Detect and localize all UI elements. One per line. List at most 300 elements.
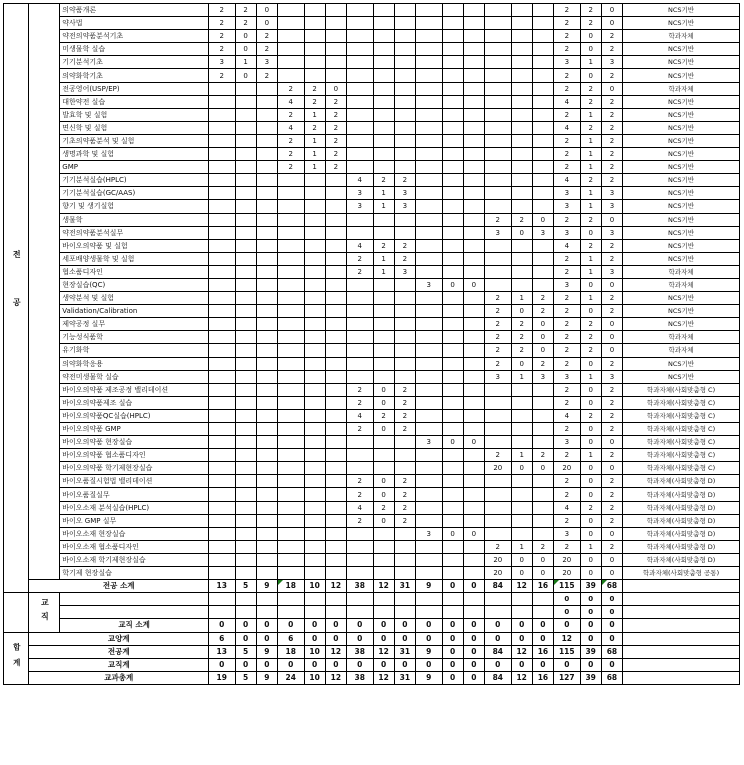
credit-cell bbox=[442, 17, 463, 30]
group-mark bbox=[29, 4, 60, 580]
credit-cell bbox=[442, 213, 463, 226]
credit-cell bbox=[485, 383, 512, 396]
credit-cell: 0 bbox=[601, 331, 622, 344]
credit-cell bbox=[416, 187, 443, 200]
credit-cell bbox=[256, 95, 277, 108]
credit-cell: 0 bbox=[373, 423, 394, 436]
course-row bbox=[4, 449, 740, 462]
course-row bbox=[4, 213, 740, 226]
credit-cell: 0 bbox=[601, 593, 622, 606]
course-name: 바이오의약품QC실습(HPLC) bbox=[60, 409, 209, 422]
credit-cell bbox=[325, 527, 346, 540]
total-cell: 0 bbox=[442, 619, 463, 632]
credit-cell bbox=[463, 108, 484, 121]
credit-cell bbox=[235, 370, 256, 383]
credit-cell bbox=[373, 148, 394, 161]
credit-cell bbox=[235, 318, 256, 331]
course-note: 학과자체(사회맞춤형 C) bbox=[623, 436, 740, 449]
credit-cell: 0 bbox=[580, 396, 601, 409]
credit-cell bbox=[235, 383, 256, 396]
credit-cell: 0 bbox=[532, 344, 553, 357]
credit-cell bbox=[256, 357, 277, 370]
credit-cell: 2 bbox=[325, 121, 346, 134]
credit-cell: 2 bbox=[554, 252, 581, 265]
credit-cell: 0 bbox=[532, 567, 553, 580]
course-name: 의약화학응용 bbox=[60, 357, 209, 370]
total-cell: 0 bbox=[442, 671, 463, 684]
credit-cell: 1 bbox=[580, 56, 601, 69]
credit-cell bbox=[442, 226, 463, 239]
credit-cell bbox=[346, 540, 373, 553]
credit-cell bbox=[346, 593, 373, 606]
credit-cell bbox=[416, 30, 443, 43]
credit-cell bbox=[394, 121, 415, 134]
credit-cell: 0 bbox=[601, 278, 622, 291]
credit-cell bbox=[304, 200, 325, 213]
credit-cell bbox=[256, 292, 277, 305]
credit-cell bbox=[256, 305, 277, 318]
credit-cell: 2 bbox=[601, 252, 622, 265]
credit-cell bbox=[394, 436, 415, 449]
credit-cell bbox=[511, 501, 532, 514]
credit-cell: 2 bbox=[601, 383, 622, 396]
course-row bbox=[4, 462, 740, 475]
credit-cell: 2 bbox=[601, 305, 622, 318]
credit-cell bbox=[511, 423, 532, 436]
total-cell: 84 bbox=[485, 645, 512, 658]
grand-total-row bbox=[4, 658, 740, 671]
credit-cell bbox=[416, 134, 443, 147]
credit-cell bbox=[346, 108, 373, 121]
credit-cell bbox=[394, 17, 415, 30]
credit-cell: 3 bbox=[554, 56, 581, 69]
credit-cell bbox=[256, 239, 277, 252]
credit-cell bbox=[346, 69, 373, 82]
credit-cell bbox=[416, 82, 443, 95]
credit-cell: 0 bbox=[373, 383, 394, 396]
course-note: 학과자체(사회맞춤형 공통) bbox=[623, 567, 740, 580]
credit-cell bbox=[235, 82, 256, 95]
credit-cell bbox=[416, 252, 443, 265]
course-note: NCS기반 bbox=[623, 43, 740, 56]
total-cell: 0 bbox=[532, 632, 553, 645]
credit-cell: 0 bbox=[580, 462, 601, 475]
course-row bbox=[4, 501, 740, 514]
credit-cell bbox=[463, 17, 484, 30]
credit-cell: 1 bbox=[580, 148, 601, 161]
total-cell: 0 bbox=[485, 619, 512, 632]
total-cell: 0 bbox=[208, 619, 235, 632]
course-row bbox=[4, 488, 740, 501]
total-cell: 39 bbox=[580, 671, 601, 684]
credit-cell: 2 bbox=[554, 514, 581, 527]
credit-cell: 2 bbox=[235, 4, 256, 17]
credit-cell: 3 bbox=[554, 200, 581, 213]
credit-cell bbox=[208, 514, 235, 527]
credit-cell bbox=[511, 278, 532, 291]
credit-cell bbox=[256, 488, 277, 501]
course-name: 약전미생물학 실습 bbox=[60, 370, 209, 383]
credit-cell: 2 bbox=[532, 449, 553, 462]
course-note: 학과자체(사회맞춤형 C) bbox=[623, 423, 740, 436]
credit-cell bbox=[346, 436, 373, 449]
course-note: NCS기반 bbox=[623, 4, 740, 17]
credit-cell bbox=[511, 174, 532, 187]
credit-cell bbox=[416, 370, 443, 383]
credit-cell: 2 bbox=[394, 174, 415, 187]
course-note: NCS기반 bbox=[623, 239, 740, 252]
credit-cell: 2 bbox=[346, 265, 373, 278]
total-cell: 12 bbox=[554, 632, 581, 645]
credit-cell bbox=[256, 161, 277, 174]
credit-cell bbox=[442, 305, 463, 318]
credit-cell bbox=[277, 69, 304, 82]
credit-cell bbox=[256, 423, 277, 436]
course-name: 의약품개론 bbox=[60, 4, 209, 17]
credit-cell: 2 bbox=[601, 108, 622, 121]
credit-cell bbox=[325, 567, 346, 580]
credit-cell bbox=[416, 213, 443, 226]
total-cell: 0 bbox=[346, 658, 373, 671]
credit-cell bbox=[325, 69, 346, 82]
credit-cell bbox=[485, 409, 512, 422]
credit-cell bbox=[256, 396, 277, 409]
total-cell: 68 bbox=[601, 671, 622, 684]
credit-cell bbox=[277, 226, 304, 239]
credit-cell bbox=[532, 148, 553, 161]
course-name: 바이오품질실무 bbox=[60, 488, 209, 501]
total-cell: 9 bbox=[256, 580, 277, 593]
credit-cell bbox=[325, 43, 346, 56]
course-note: 학과자체(사회맞춤형 C) bbox=[623, 449, 740, 462]
credit-cell bbox=[511, 488, 532, 501]
credit-cell bbox=[325, 17, 346, 30]
credit-cell bbox=[346, 527, 373, 540]
credit-cell bbox=[394, 4, 415, 17]
credit-cell bbox=[442, 514, 463, 527]
credit-cell bbox=[235, 449, 256, 462]
credit-cell bbox=[208, 606, 235, 619]
credit-cell bbox=[304, 357, 325, 370]
credit-cell bbox=[485, 30, 512, 43]
credit-cell bbox=[208, 187, 235, 200]
credit-cell bbox=[277, 488, 304, 501]
credit-cell bbox=[277, 252, 304, 265]
credit-cell: 1 bbox=[511, 449, 532, 462]
credit-cell bbox=[304, 514, 325, 527]
course-note: 학과자체 bbox=[623, 30, 740, 43]
credit-cell: 2 bbox=[346, 475, 373, 488]
credit-cell: 2 bbox=[554, 148, 581, 161]
credit-cell bbox=[325, 344, 346, 357]
credit-cell bbox=[208, 252, 235, 265]
credit-cell bbox=[373, 318, 394, 331]
credit-cell bbox=[256, 265, 277, 278]
credit-cell bbox=[346, 56, 373, 69]
credit-cell bbox=[511, 396, 532, 409]
credit-cell: 1 bbox=[580, 449, 601, 462]
grand-total-label: 전공계 bbox=[29, 645, 208, 658]
credit-cell bbox=[463, 95, 484, 108]
course-row bbox=[4, 265, 740, 278]
credit-cell bbox=[346, 4, 373, 17]
credit-cell bbox=[277, 501, 304, 514]
credit-cell bbox=[346, 148, 373, 161]
credit-cell: 2 bbox=[601, 409, 622, 422]
credit-cell bbox=[463, 69, 484, 82]
credit-cell bbox=[304, 344, 325, 357]
credit-cell bbox=[256, 409, 277, 422]
credit-cell bbox=[346, 134, 373, 147]
credit-cell bbox=[394, 213, 415, 226]
credit-cell: 1 bbox=[304, 108, 325, 121]
credit-cell bbox=[256, 449, 277, 462]
total-cell: 0 bbox=[554, 619, 581, 632]
credit-cell bbox=[235, 488, 256, 501]
credit-cell bbox=[304, 30, 325, 43]
credit-cell bbox=[416, 540, 443, 553]
credit-cell bbox=[394, 370, 415, 383]
course-name: 제약공정 실무 bbox=[60, 318, 209, 331]
credit-cell bbox=[235, 187, 256, 200]
credit-cell: 2 bbox=[554, 69, 581, 82]
credit-cell: 2 bbox=[601, 540, 622, 553]
credit-cell: 2 bbox=[601, 148, 622, 161]
credit-cell bbox=[442, 370, 463, 383]
credit-cell bbox=[442, 134, 463, 147]
credit-cell: 2 bbox=[208, 30, 235, 43]
total-cell: 16 bbox=[532, 645, 553, 658]
credit-cell: 0 bbox=[580, 357, 601, 370]
credit-cell bbox=[463, 174, 484, 187]
credit-cell bbox=[277, 344, 304, 357]
credit-cell bbox=[256, 593, 277, 606]
credit-cell: 2 bbox=[325, 161, 346, 174]
credit-cell: 2 bbox=[394, 409, 415, 422]
credit-cell bbox=[485, 121, 512, 134]
course-row bbox=[4, 4, 740, 17]
credit-cell bbox=[304, 423, 325, 436]
credit-cell bbox=[463, 318, 484, 331]
credit-cell bbox=[485, 423, 512, 436]
credit-cell bbox=[346, 357, 373, 370]
course-name: 대한약전 실습 bbox=[60, 95, 209, 108]
credit-cell bbox=[442, 108, 463, 121]
credit-cell bbox=[442, 148, 463, 161]
credit-cell: 2 bbox=[601, 174, 622, 187]
course-name: 바이오소재 분석실습(HPLC) bbox=[60, 501, 209, 514]
credit-cell bbox=[208, 396, 235, 409]
credit-cell bbox=[325, 265, 346, 278]
credit-cell bbox=[532, 30, 553, 43]
note-cell bbox=[623, 658, 740, 671]
credit-cell: 2 bbox=[346, 423, 373, 436]
credit-cell: 0 bbox=[532, 318, 553, 331]
total-cell: 16 bbox=[532, 671, 553, 684]
credit-cell bbox=[485, 69, 512, 82]
credit-cell: 0 bbox=[580, 278, 601, 291]
credit-cell bbox=[485, 488, 512, 501]
credit-cell bbox=[394, 357, 415, 370]
credit-cell bbox=[304, 567, 325, 580]
credit-cell bbox=[208, 226, 235, 239]
credit-cell bbox=[532, 95, 553, 108]
credit-cell: 2 bbox=[208, 17, 235, 30]
credit-cell bbox=[511, 514, 532, 527]
credit-cell: 2 bbox=[554, 488, 581, 501]
total-cell: 84 bbox=[485, 580, 512, 593]
credit-cell bbox=[485, 501, 512, 514]
credit-cell bbox=[416, 200, 443, 213]
credit-cell bbox=[346, 226, 373, 239]
credit-cell bbox=[277, 278, 304, 291]
credit-cell bbox=[256, 187, 277, 200]
credit-cell: 0 bbox=[511, 305, 532, 318]
credit-cell bbox=[325, 436, 346, 449]
credit-cell bbox=[256, 82, 277, 95]
credit-cell bbox=[304, 501, 325, 514]
credit-cell bbox=[208, 553, 235, 566]
credit-cell bbox=[485, 174, 512, 187]
credit-cell bbox=[463, 30, 484, 43]
course-row bbox=[4, 17, 740, 30]
course-name: 생약분석 및 실험 bbox=[60, 292, 209, 305]
credit-cell bbox=[442, 187, 463, 200]
credit-cell bbox=[511, 252, 532, 265]
total-cell: 0 bbox=[463, 671, 484, 684]
total-cell: 0 bbox=[511, 619, 532, 632]
credit-cell bbox=[256, 370, 277, 383]
credit-cell: 1 bbox=[580, 134, 601, 147]
credit-cell bbox=[442, 56, 463, 69]
credit-cell bbox=[394, 305, 415, 318]
credit-cell: 3 bbox=[601, 56, 622, 69]
credit-cell: 0 bbox=[442, 436, 463, 449]
credit-cell: 2 bbox=[346, 396, 373, 409]
credit-cell: 2 bbox=[580, 213, 601, 226]
credit-cell bbox=[442, 252, 463, 265]
total-cell: 115 bbox=[554, 580, 581, 593]
credit-cell: 2 bbox=[601, 239, 622, 252]
credit-cell: 0 bbox=[601, 606, 622, 619]
credit-cell bbox=[485, 252, 512, 265]
total-cell: 10 bbox=[304, 671, 325, 684]
credit-cell bbox=[463, 501, 484, 514]
credit-cell bbox=[442, 200, 463, 213]
credit-cell: 1 bbox=[511, 370, 532, 383]
credit-cell bbox=[325, 318, 346, 331]
credit-cell: 2 bbox=[277, 82, 304, 95]
credit-cell bbox=[235, 200, 256, 213]
total-cell: 39 bbox=[580, 645, 601, 658]
course-name: 바이오의약품제조 실습 bbox=[60, 396, 209, 409]
credit-cell: 3 bbox=[601, 200, 622, 213]
credit-cell bbox=[394, 344, 415, 357]
credit-cell: 0 bbox=[580, 226, 601, 239]
course-row bbox=[4, 318, 740, 331]
credit-cell bbox=[325, 200, 346, 213]
credit-cell bbox=[373, 95, 394, 108]
credit-cell bbox=[511, 148, 532, 161]
credit-cell bbox=[416, 475, 443, 488]
credit-cell bbox=[256, 514, 277, 527]
credit-cell: 4 bbox=[346, 501, 373, 514]
credit-cell bbox=[208, 292, 235, 305]
course-note: 학과자체 bbox=[623, 331, 740, 344]
credit-cell: 3 bbox=[416, 278, 443, 291]
credit-cell bbox=[416, 514, 443, 527]
credit-cell bbox=[373, 278, 394, 291]
credit-cell bbox=[442, 423, 463, 436]
course-row bbox=[4, 43, 740, 56]
credit-cell bbox=[442, 593, 463, 606]
credit-cell bbox=[277, 553, 304, 566]
course-note: 학과자체(사회맞춤형 D) bbox=[623, 488, 740, 501]
total-cell: 18 bbox=[277, 580, 304, 593]
credit-cell bbox=[394, 56, 415, 69]
credit-cell bbox=[463, 553, 484, 566]
credit-cell bbox=[416, 4, 443, 17]
note-cell bbox=[623, 619, 740, 632]
credit-cell: 0 bbox=[235, 30, 256, 43]
credit-cell: 2 bbox=[485, 540, 512, 553]
total-cell: 0 bbox=[277, 619, 304, 632]
credit-cell: 4 bbox=[554, 239, 581, 252]
credit-cell: 2 bbox=[394, 383, 415, 396]
credit-cell bbox=[277, 370, 304, 383]
credit-cell bbox=[325, 239, 346, 252]
course-note: 학과자체(사회맞춤형 D) bbox=[623, 540, 740, 553]
credit-cell bbox=[394, 292, 415, 305]
credit-cell: 20 bbox=[485, 462, 512, 475]
total-cell: 0 bbox=[485, 658, 512, 671]
total-cell: 39 bbox=[580, 580, 601, 593]
credit-cell: 2 bbox=[485, 305, 512, 318]
credit-cell bbox=[277, 318, 304, 331]
credit-cell bbox=[277, 449, 304, 462]
credit-cell: 2 bbox=[373, 409, 394, 422]
credit-cell bbox=[208, 239, 235, 252]
note-cell bbox=[623, 645, 740, 658]
credit-cell: 1 bbox=[580, 292, 601, 305]
credit-cell bbox=[463, 239, 484, 252]
credit-cell: 1 bbox=[580, 540, 601, 553]
credit-cell bbox=[304, 488, 325, 501]
credit-cell bbox=[304, 187, 325, 200]
credit-cell bbox=[235, 606, 256, 619]
credit-cell: 2 bbox=[394, 475, 415, 488]
credit-cell: 0 bbox=[580, 567, 601, 580]
course-name: 바이오 GMP 실무 bbox=[60, 514, 209, 527]
credit-cell: 0 bbox=[463, 527, 484, 540]
credit-cell bbox=[235, 213, 256, 226]
credit-cell bbox=[256, 344, 277, 357]
course-name: 바이오소재 현장실습 bbox=[60, 527, 209, 540]
course-row bbox=[4, 331, 740, 344]
credit-cell bbox=[346, 606, 373, 619]
credit-cell: 2 bbox=[346, 488, 373, 501]
grand-total-row bbox=[4, 632, 740, 645]
credit-cell bbox=[208, 278, 235, 291]
credit-cell bbox=[235, 108, 256, 121]
credit-cell: 0 bbox=[580, 43, 601, 56]
credit-cell: 3 bbox=[554, 370, 581, 383]
credit-cell: 2 bbox=[511, 344, 532, 357]
credit-cell bbox=[325, 540, 346, 553]
credit-cell bbox=[442, 95, 463, 108]
credit-cell bbox=[511, 17, 532, 30]
course-note: NCS기반 bbox=[623, 134, 740, 147]
